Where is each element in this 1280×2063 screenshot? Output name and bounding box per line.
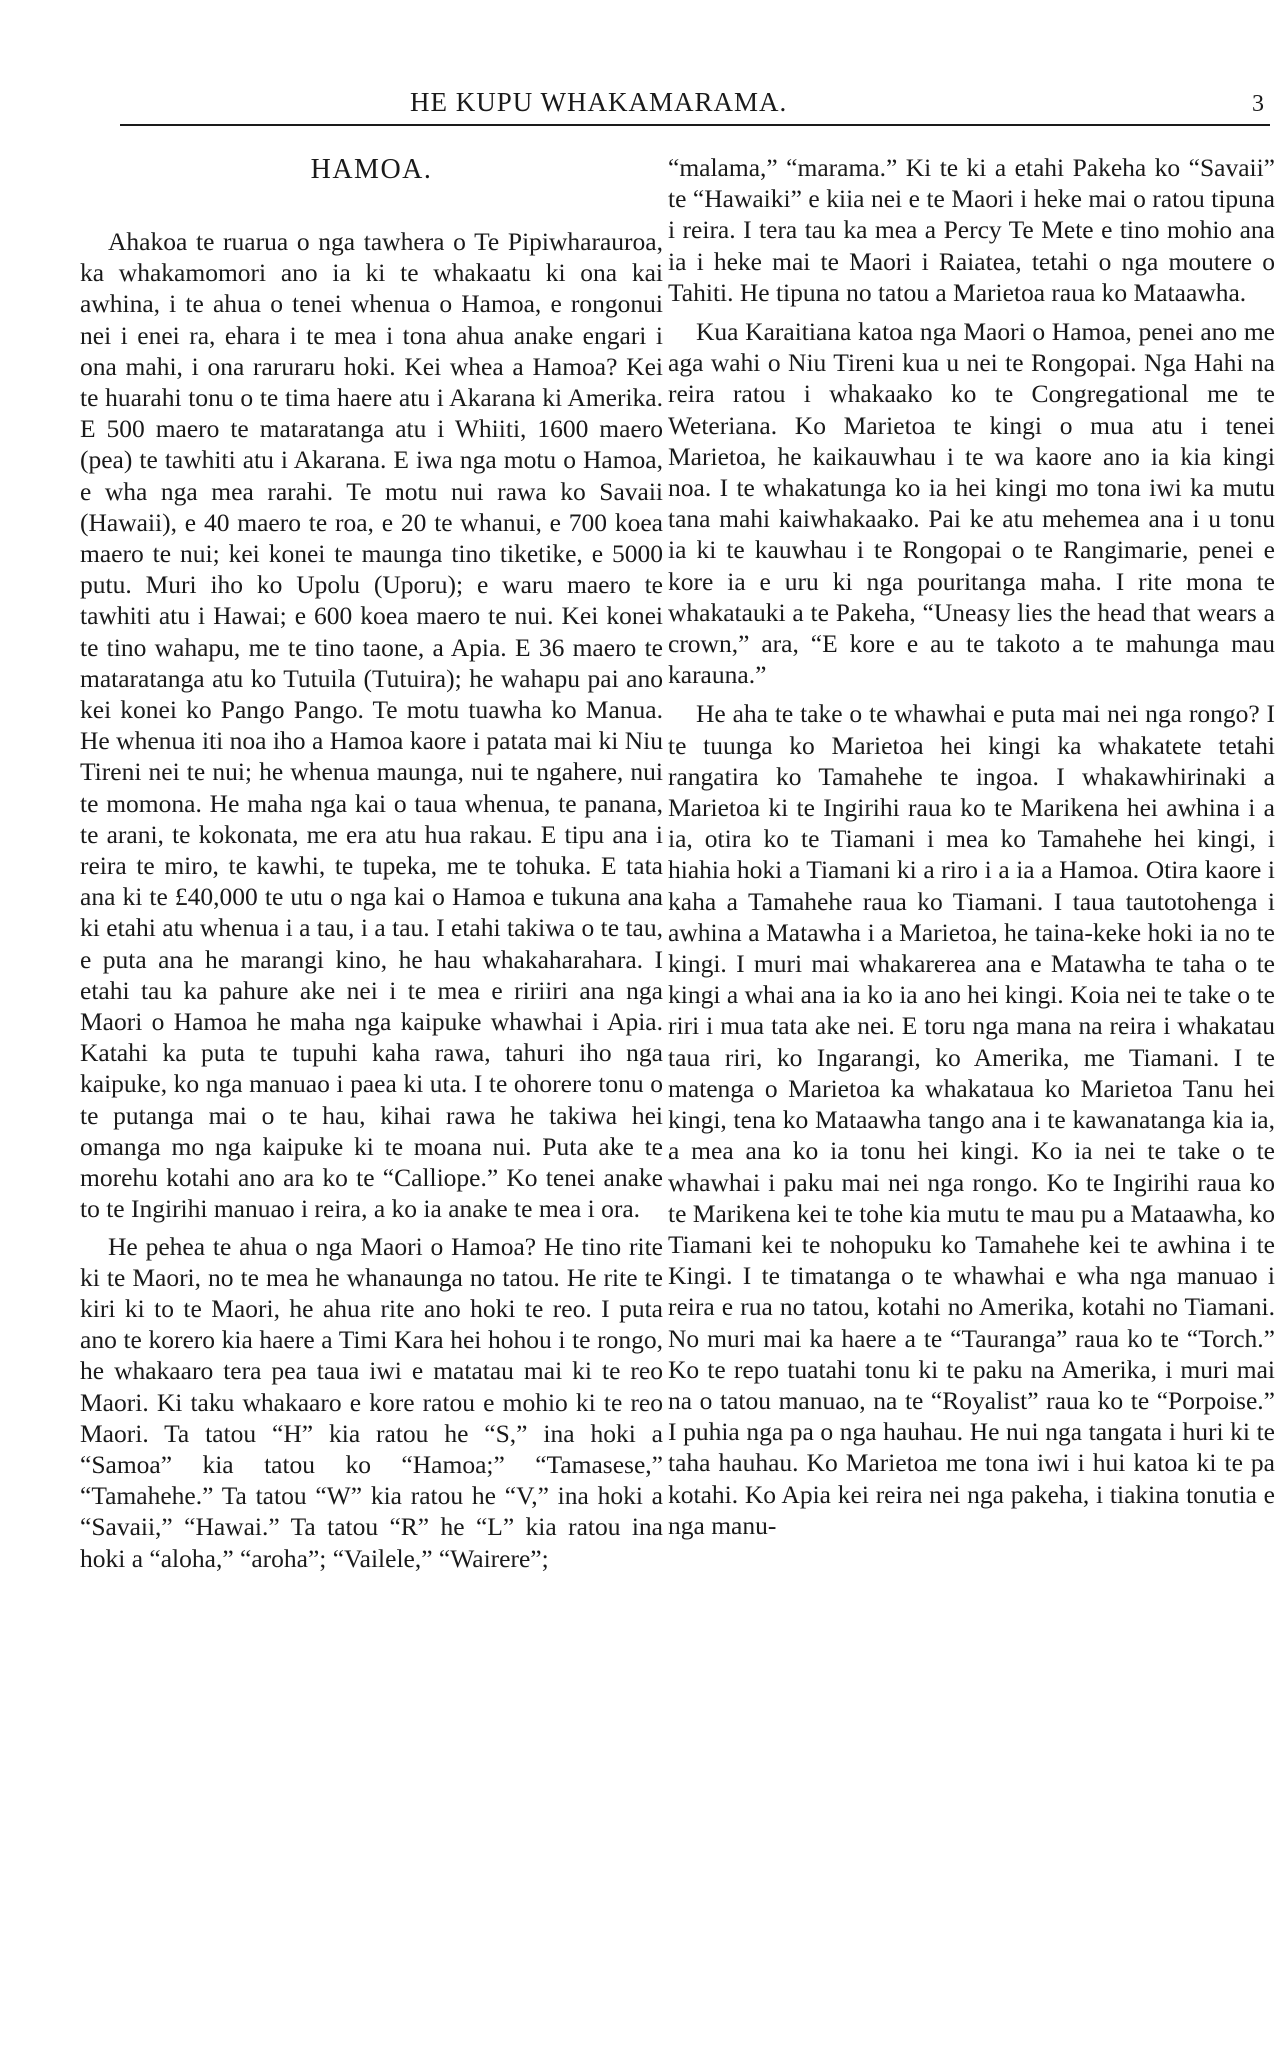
left-column [80, 152, 663, 1580]
paragraph-continued: “malama,” “marama.” Ki te ki a etahi Pakeha ko “Savaii” te “Hawaiki” e kiia nei e te Maori i heke mai o ratou tipuna i reira. I tera tau ka mea a Percy Te Mete e tino mohio ana ia i heke mai te Maori i Raiatea, tetahi o nga moutere o Tahiti. He tipuna no tatou a Marietoa raua ko Mataawha. [668, 153, 1275, 307]
running-title: HE KUPU WHAKAMARAMA. [410, 87, 788, 117]
page-number: 3 [1252, 91, 1264, 117]
header-rule [120, 124, 1270, 126]
paragraph: He aha te take o te whawhai e puta mai nei nga rongo? I te tuunga ko Marietoa hei kingi ka whakatete tetahi rangatira ko Tamahehe te ingoa. I whakawhirinaki a Marietoa ki te Ingirihi raua ko te Marikena hei awhina i a ia, otira ko te Tiamani i mea ko Tamahehe hei kingi, i hiahia hoki a Tiamani ki a riro i a ia a Hamoa. Otira kaore i kaha a Tamahehe raua ko Tiamani. I taua tautotohenga i awhina a Matawha i a Marietoa, he taina-keke hoki ia no te kingi. I muri mai whakarerea ana e Matawha te taha o te kingi a whai ana ia ko ia ano hei kingi. Koia nei te take o te riri i mua tata ake nei. E toru nga mana na reira i whakatau taua riri, ko Ingarangi, ko Amerika, me Tiamani. I te matenga o Marietoa ka whakataua ko Marietoa Tanu hei kingi, tena ko Mataawha tango ana i te kawanatanga kia ia, a mea ana ko ia tonu hei kingi. Ko ia nei te take o te whawhai i paku mai nei nga rongo. Ko te Ingirihi raua ko te Marikena kei te tohe kia mutu te mau pu a Mataawha, ko Tiamani kei te nohopuku ko Tamahehe kei te awhina i te Kingi. I te timatanga o te whawhai e wha nga manuao i reira e rua no tatou, kotahi no Amerika, kotahi no Tiamani. No muri mai ka haere a te “Tauranga” raua ko te “Torch.” Ko te repo tuatahi tonu ki te paku na Amerika, i muri mai na o tatou manuao, na te “Royalist” raua ko te “Porpoise.” I puhia nga pa o nga hauhau. He nui nga tangata i huri ki te taha hauhau. Ko Marietoa me tona iwi i hui katoa ki te pa kotahi. Ko Apia kei reira nei nga pakeha, i tiakina tonutia e nga manu- [668, 699, 1275, 1540]
paragraph: Kua Karaitiana katoa nga Maori o Hamoa, penei ano me aga wahi o Niu Tireni kua u nei te Rongopai. Nga Hahi na reira ratou i whakaako ko te Congregational me te Weteriana. Ko Marietoa te kingi o mua atu i tenei Marietoa, he kaikauwhau i te wa kaore ano ia kia kingi noa. I te whakatunga ko ia hei kingi mo tona iwi ka mutu tana mahi kaiwhakaako. Pai ke atu mehemea ana i u tonu ia ki te kauwhau i te Rongopai o te Rangimarie, penei e kore ia e uru ki nga pouritanga maha. I rite mona te whakatauki a te Pakeha, “Uneasy lies the head that wears a crown,” ara, “E kore e au te takoto a te mahunga mau karauna.” [668, 317, 1275, 690]
article-title: HAMOA. [310, 154, 433, 185]
right-column [668, 152, 1275, 1549]
paragraph: Ahakoa te ruarua o nga tawhera o Te Pipiwharauroa, ka whakamomori ano ia ki te whakaatu ki ona kai awhina, i te ahua o tenei whenua o Hamoa, e rongonui nei i enei ra, ehara i te mea i tona ahua anake engari i ona mahi, i ona raruraru hoki. Kei whea a Hamoa? Kei te huarahi tonu o te tima haere atu i Akarana ki Amerika. E 500 maero te mataratanga atu i Whiiti, 1600 maero (pea) te tawhiti atu i Akarana. E iwa nga motu o Hamoa, e wha nga mea rarahi. Te motu nui rawa ko Savaii (Hawaii), e 40 maero te roa, e 20 te whanui, e 700 koea maero te nui; kei konei te maunga tino tiketike, e 5000 putu. Muri iho ko Upolu (Uporu); e waru maero te tawhiti atu i Hawai; e 600 koea maero te nui. Kei konei te tino wahapu, me te tino taone, a Apia. E 36 maero te mataratanga atu ko Tutuila (Tutuira); he wahapu pai ano kei konei ko Pango Pango. Te motu tuawha ko Manua. He whenua iti noa iho a Hamoa kaore i patata mai ki Niu Tireni nei te nui; he whenua maunga, nui te ngahere, nui te momona. He maha nga kai o taua whenua, te panana, te arani, te kokonata, me era atu hua rakau. E tipu ana i reira te miro, te kawhi, te tupeka, me te tohuka. E tata ana ki te £40,000 te utu o nga kai o Hamoa e tukuna ana ki etahi atu whenua i a tau, i a tau. I etahi takiwa o te tau, e puta ana he marangi kino, he hau whakaharahara. I etahi tau ka pahure ake nei i te mea e ririiri ana nga Maori o Hamoa he maha nga kaipuke whawhai i Apia. Katahi ka puta te tupuhi kaha rawa, tahuri iho nga kaipuke, ko nga manuao i paea ki uta. I te ohorere tonu o te putanga mai o te hau, kihai rawa he takiwa hei omanga mo nga kaipuke ki te moana nui. Puta ake te morehu kotahi ano ara ko te “Calliope.” Ko tenei anake to te Ingirihi manuao i reira, a ko ia anake te mea i ora. [80, 227, 663, 1224]
paragraph: He pehea te ahua o nga Maori o Hamoa? He tino rite ki te Maori, no te mea he whanaunga no tatou. He rite te kiri ki to te Maori, he ahua rite ano hoki te reo. I puta ano te korero kia haere a Timi Kara hei hohou i te rongo, he whakaaro tera pea taua iwi e matatau mai ki te reo Maori. Ki taku whakaaro e kore ratou e mohio ki te reo Maori. Ta tatou “H” kia ratou he “S,” ina hoki a “Samoa” kia tatou ko “Hamoa;” “Tamasese,” “Tamahehe.” Ta tatou “W” kia ratou he “V,” ina hoki a “Savaii,” “Hawai.” Ta tatou “R” he “L” kia ratou ina hoki a “aloha,” “aroha”; “Vailele,” “Wairere”; [80, 1231, 663, 1573]
running-head [120, 84, 1270, 124]
